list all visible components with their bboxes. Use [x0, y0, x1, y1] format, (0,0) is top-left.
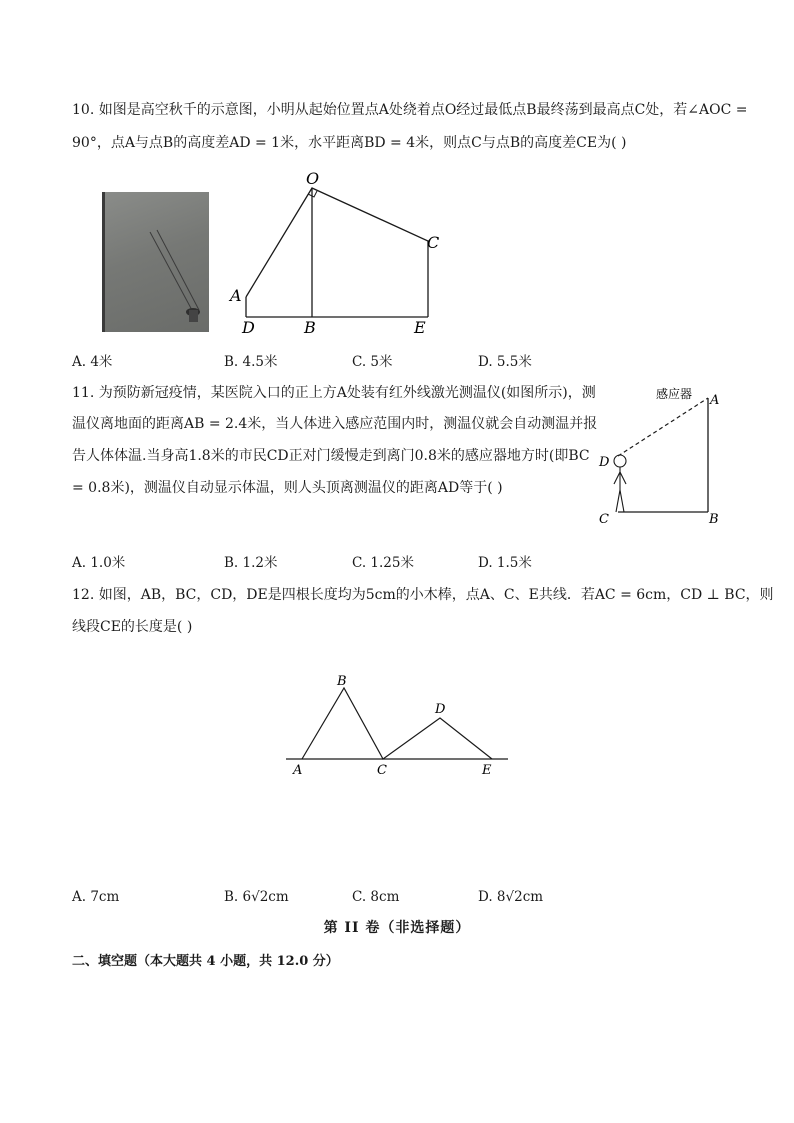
q10-label-A: A	[230, 286, 242, 305]
q11-label-A: A	[710, 393, 720, 408]
q11-text-line3: 告人体体温.当身高1.8米的市民CD正对门缓慢走到离门0.8米的感应器地方时(即BC	[72, 448, 590, 464]
q12-option-c[interactable]: C. 8cm	[352, 889, 400, 905]
q11-label-D: D	[599, 455, 610, 470]
q10-option-d[interactable]: D. 5.5米	[478, 354, 532, 370]
q11-option-b[interactable]: B. 1.2米	[224, 555, 278, 571]
q12-label-D: D	[435, 702, 446, 717]
q12-diagram	[280, 668, 515, 783]
swing-photo	[102, 192, 209, 332]
q11-option-a[interactable]: A. 1.0米	[72, 555, 126, 571]
q10-option-b[interactable]: B. 4.5米	[224, 354, 278, 370]
q10-label-B: B	[304, 318, 316, 337]
section-subtitle: 二、填空题（本大题共 4 小题，共 12.0 分）	[72, 954, 339, 969]
q12-option-b[interactable]: B. 6√2cm	[224, 889, 289, 905]
q11-label-B: B	[709, 512, 719, 527]
section-title: 第 II 卷（非选择题）	[323, 920, 471, 936]
q11-option-c[interactable]: C. 1.25米	[352, 555, 414, 571]
q10-text-line2: 90°，点A与点B的高度差AD = 1米，水平距离BD = 4米，则点C与点B的高度差CE为( )	[72, 135, 627, 151]
q12-label-E: E	[482, 763, 492, 778]
q12-option-a[interactable]: A. 7cm	[72, 889, 120, 905]
q11-diagram	[592, 380, 727, 530]
q11-text-line2: 温仪离地面的距离AB = 2.4米，当人体进入感应范围内时，测温仪就会自动测温并报	[72, 416, 598, 432]
q10-label-D: D	[242, 318, 255, 337]
q10-text-line1: 10. 如图是高空秋千的示意图，小明从起始位置点A处绕着点O经过最低点B最终荡到最高点C处，若∠AOC =	[72, 102, 748, 118]
q11-sensor-label: 感应器	[656, 387, 693, 401]
q11-option-d[interactable]: D. 1.5米	[478, 555, 532, 571]
q12-label-B: B	[337, 674, 347, 689]
q10-option-a[interactable]: A. 4米	[72, 354, 113, 370]
q10-diagram	[220, 165, 450, 340]
q12-label-A: A	[293, 763, 303, 778]
q12-label-C: C	[377, 763, 387, 778]
q10-label-O: O	[306, 169, 320, 188]
q11-label-C: C	[599, 512, 609, 527]
q10-option-c[interactable]: C. 5米	[352, 354, 393, 370]
q12-text-line1: 12. 如图，AB，BC，CD，DE是四根长度均为5cm的小木棒，点A、C、E共线．若AC = 6cm，CD ⊥ BC，则	[72, 587, 774, 603]
q10-label-C: C	[427, 233, 440, 252]
q11-text-line1: 11. 为预防新冠疫情，某医院入口的正上方A处装有红外线激光测温仪(如图所示)，测	[72, 385, 596, 401]
q10-label-E: E	[414, 318, 426, 337]
q12-option-d[interactable]: D. 8√2cm	[478, 889, 544, 905]
q11-text-line4: = 0.8米)，测温仪自动显示体温，则人头顶离测温仪的距离AD等于( )	[72, 480, 503, 496]
q12-text-line2: 线段CE的长度是( )	[72, 619, 193, 635]
